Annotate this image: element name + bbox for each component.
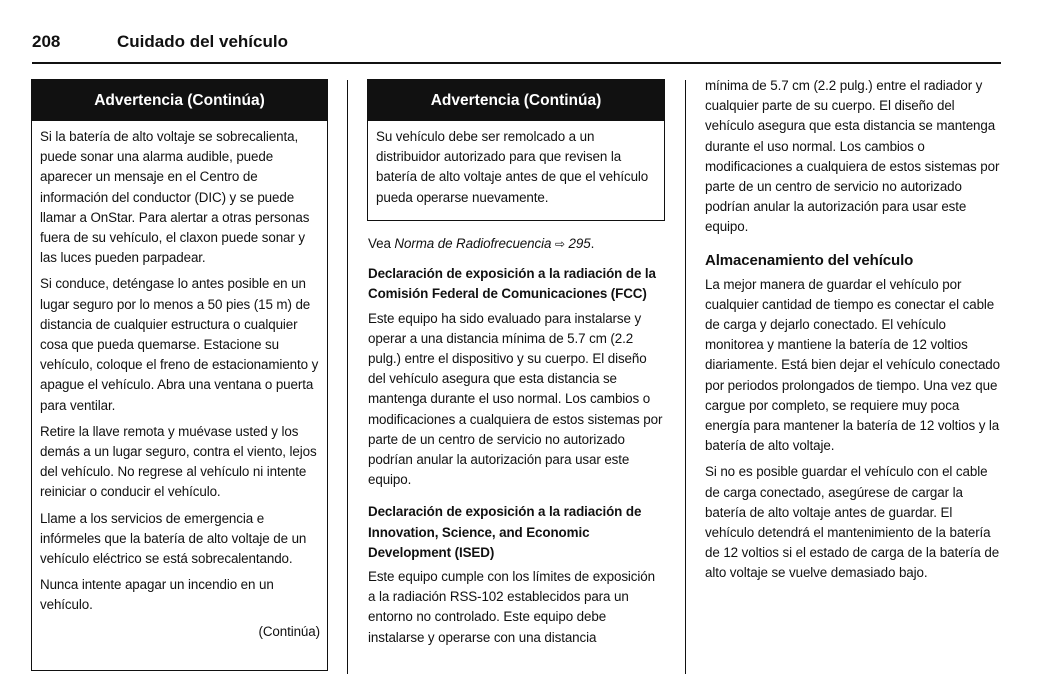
storage-heading: Almacenamiento del vehículo — [705, 251, 914, 269]
column-divider-right — [685, 80, 686, 674]
warning-paragraph: Su vehículo debe ser remolcado a un distribuidor autorizado para que revisen la batería de alto voltaje antes de que el vehículo pueda operarse nuevamente. — [376, 129, 649, 205]
column-2-content — [368, 234, 665, 654]
ised-continuation-paragraph: mínima de 5.7 cm (2.2 pulg.) entre el radiador y cualquier parte de su cuerpo. El diseño del vehículo asegura que esta distancia se mantenga durante el uso normal. Los cambios o modificaciones a cualquiera de estos sistemas por parte de un centro de servicio no autorizado podrían anular la autorización para usar este equipo. — [705, 78, 1000, 235]
reference-page: 295 — [564, 236, 591, 251]
fcc-paragraph: Este equipo ha sido evaluado para instalarse y operar a una distancia mínima de 5.7 cm (2.2 pulg.) entre el dispositivo y su cuerpo. El diseño del vehículo asegura que esta distancia se mantenga durante el uso normal. Los cambios o modificaciones a cualquiera de estos sistemas por parte de un centro de servicio no autorizado podrían anular la autorización para usar este equipo. — [368, 310, 663, 488]
cross-reference[interactable] — [368, 234, 665, 254]
column-divider-left — [347, 80, 348, 674]
warning-box-continued-2 — [367, 79, 665, 221]
warning-paragraph: Si conduce, deténgase lo antes posible en un lugar seguro por lo menos a 50 pies (15 m) de distancia de cualquier estructura o cualquier cosa que pueda quemarse. Estacione su vehículo, coloque el freno de estacionamiento y apague el vehículo. Abra una ventana o puerta para ventilar. — [40, 276, 319, 413]
warning-body — [368, 121, 664, 218]
reference-title: Norma de Radiofrecuencia — [394, 236, 552, 251]
warning-paragraph: Si la batería de alto voltaje se sobrecalienta, puede sonar una alarma audible, puede aparecer un mensaje en el Centro de información del conductor (DIC) y se puede llamar a OnStar. Para alertar a otras personas fuera de su vehículo, el claxon puede sonar y las luces pueden parpadear. — [40, 129, 310, 266]
continued-label: (Continúa) — [258, 623, 320, 639]
reference-prefix: Vea — [368, 236, 395, 251]
column-3-content — [705, 76, 1003, 590]
warning-paragraph: Nunca intente apagar un incendio en un vehículo. — [40, 577, 274, 613]
warning-box-continued — [31, 79, 328, 671]
page-reference-arrow-icon: ⇨ — [554, 237, 565, 251]
ised-paragraph: Este equipo cumple con los límites de exposición a la radiación RSS-102 establecidos para un entorno no controlado. Este equipo debe instalarse y operarse con una distancia — [368, 569, 655, 645]
header-rule — [32, 62, 1001, 64]
warning-title: Advertencia (Continúa) — [32, 80, 327, 121]
ised-heading: Declaración de exposición a la radiación de Innovation, Science, and Economic Development (ISED) — [368, 504, 642, 560]
storage-paragraph-1: La mejor manera de guardar el vehículo por cualquier cantidad de tiempo es conectar el cable de carga y dejarlo conectado. El vehículo monitorea y mantiene la batería de 12 voltios diariamente. Está bien dejar el vehículo conectado por periodos prolongados de tiempo. Una vez que cargue por completo, se requiere muy poca energía para mantener la batería de 12 voltios y la batería de alto voltaje. — [705, 276, 1000, 454]
reference-suffix: . — [590, 236, 595, 251]
warning-title: Advertencia (Continúa) — [368, 80, 664, 121]
warning-paragraph: Llame a los servicios de emergencia e infórmeles que la batería de alto voltaje de un vehículo eléctrico se está sobrecalentando. — [40, 510, 307, 567]
storage-paragraph-2: Si no es posible guardar el vehículo con el cable de carga conectado, asegúrese de cargar la batería de alto voltaje antes de guardar. El vehículo detendrá el mantenimiento de la batería de 12 voltios si el estado de carga de la batería de alto voltaje se vuelve demasiado bajo. — [705, 464, 1000, 581]
page-number: 208 — [32, 32, 61, 51]
fcc-heading: Declaración de exposición a la radiación de la Comisión Federal de Comunicaciones (FCC) — [368, 266, 656, 302]
section-title: Cuidado del vehículo — [117, 32, 288, 51]
warning-body — [32, 121, 327, 646]
warning-paragraph: Retire la llave remota y muévase usted y los demás a un lugar seguro, contra el viento, lejos del vehículo. No regrese al vehículo ni intente reiniciar o conducir el vehículo. — [40, 423, 317, 500]
